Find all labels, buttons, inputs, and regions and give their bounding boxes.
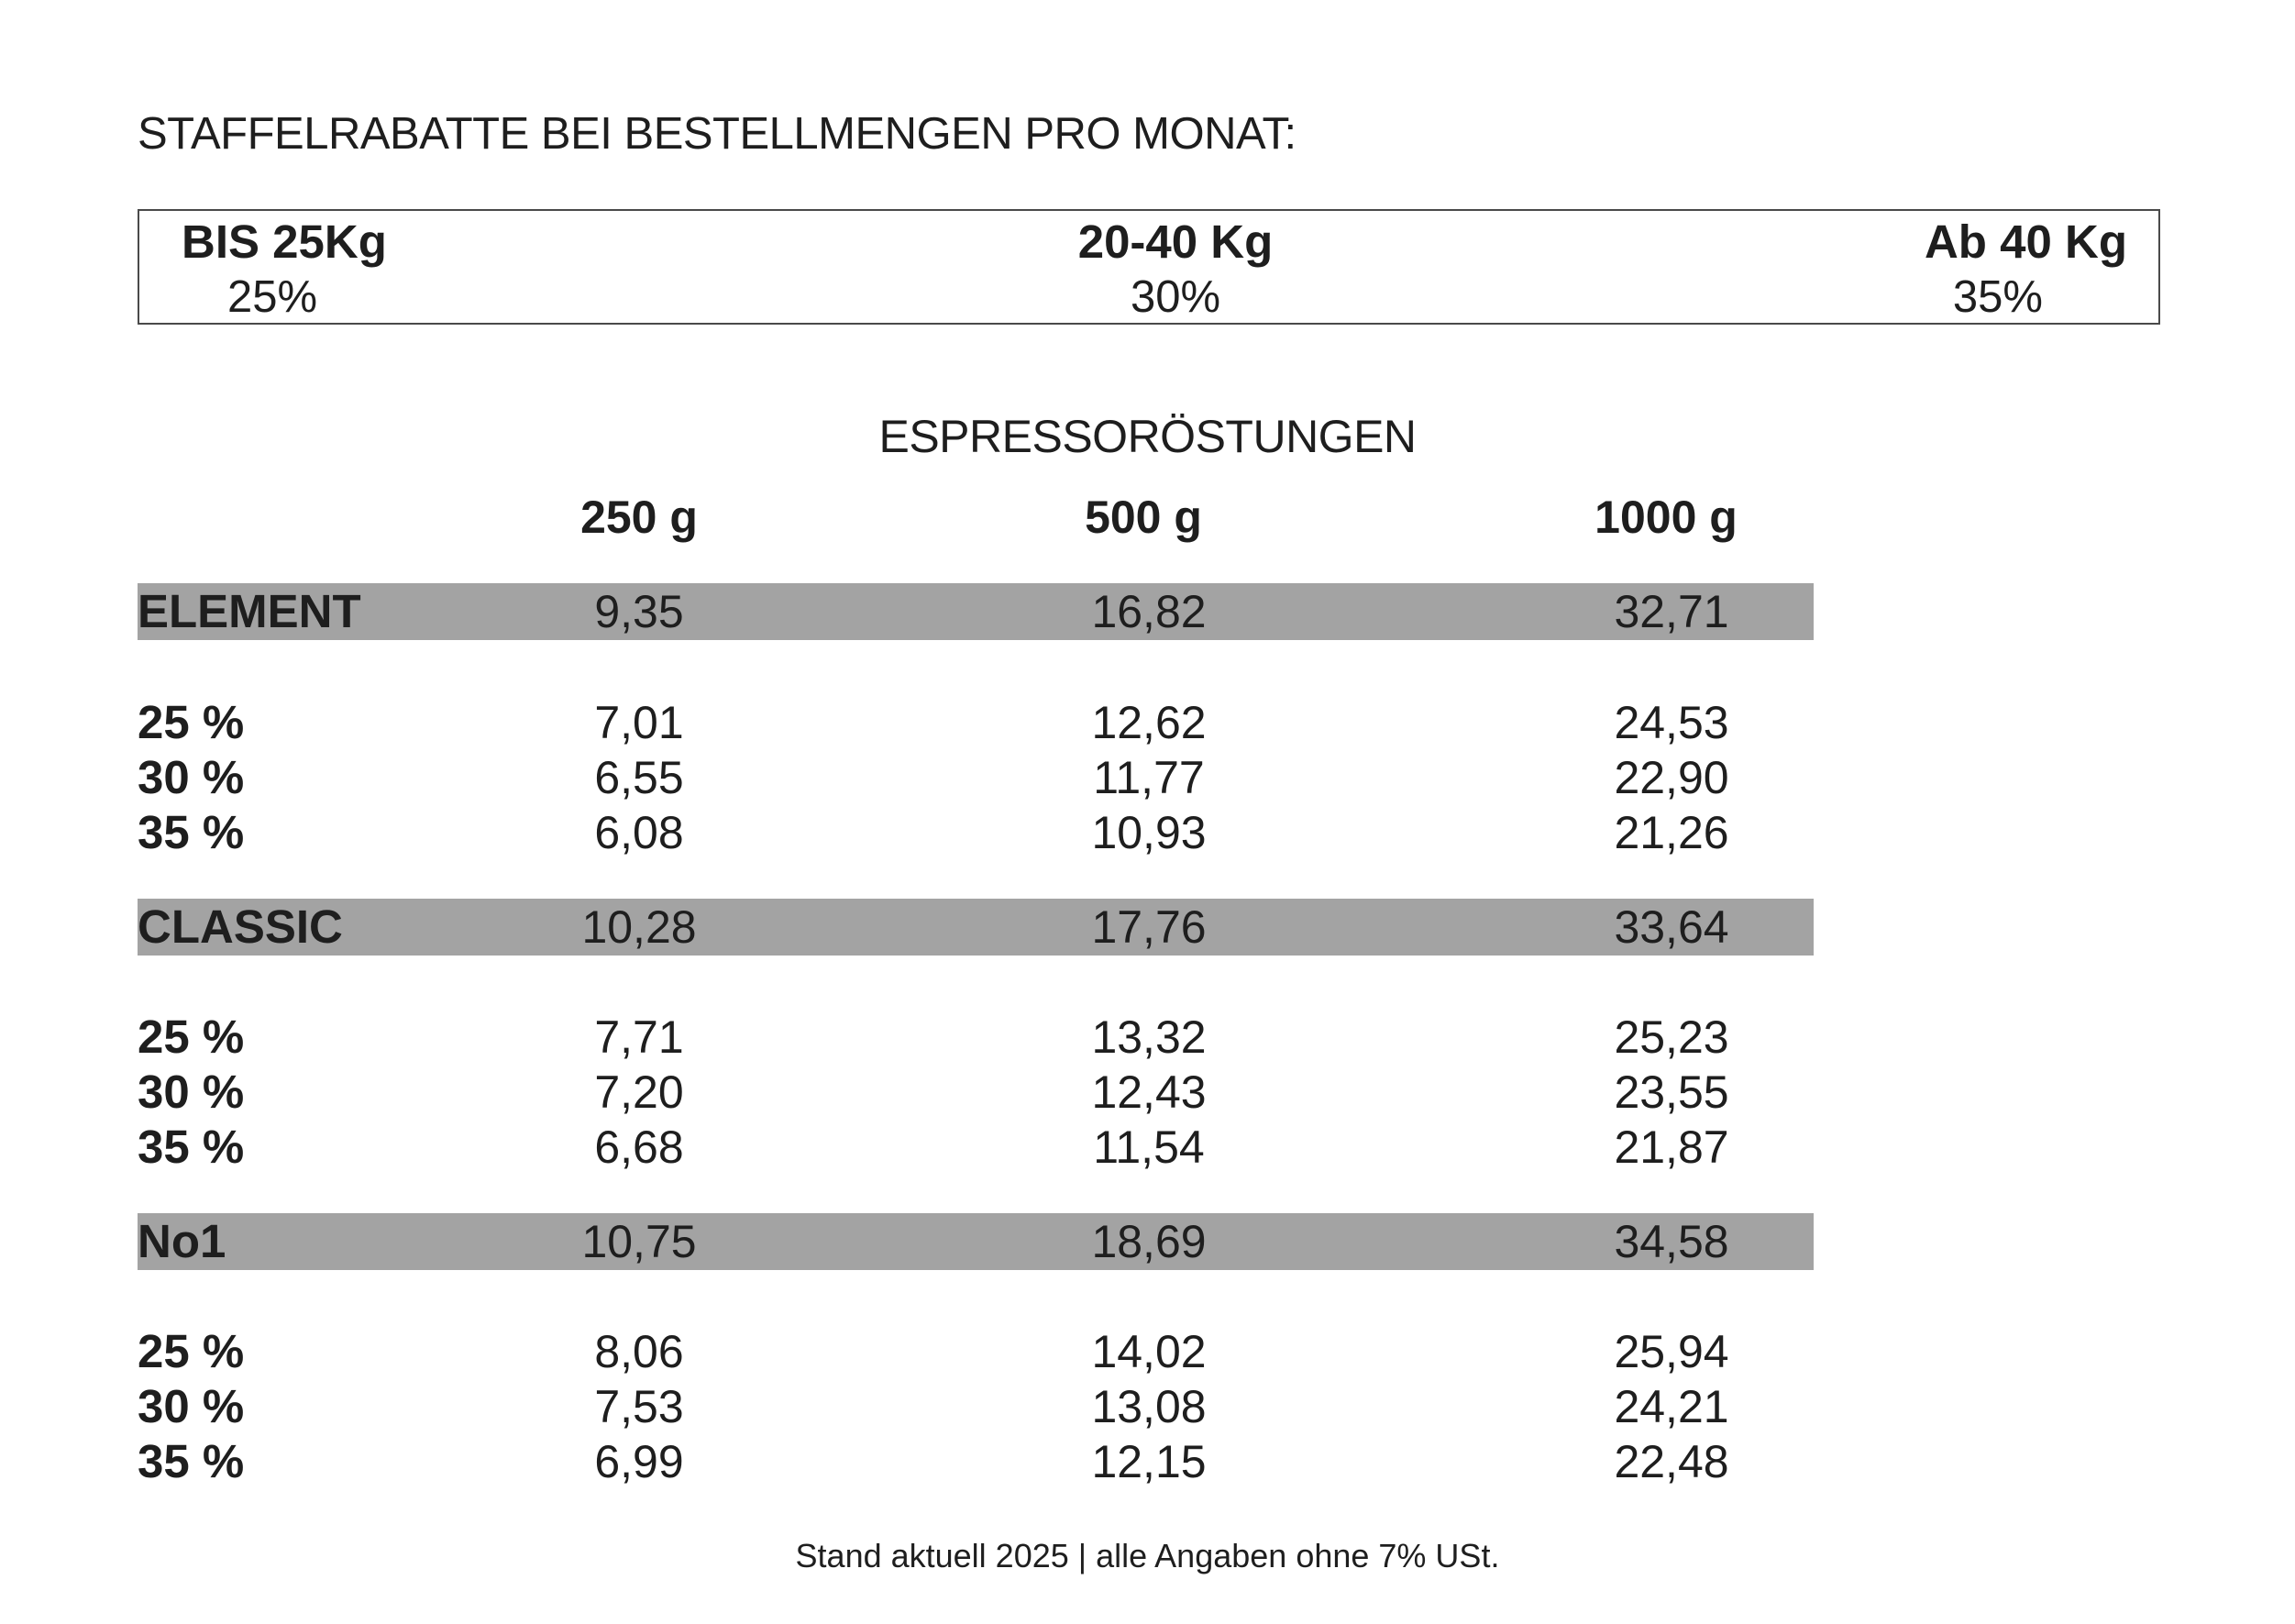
product-row-element: [138, 583, 1814, 640]
column-header-500g: 500 g: [1085, 492, 1202, 543]
section-title: ESPRESSORÖSTUNGEN: [878, 411, 1417, 462]
discount-row: [138, 1009, 1814, 1066]
price-250g: 7,01: [594, 697, 684, 748]
discount-label: 35 %: [138, 1435, 245, 1487]
discount-row: [138, 1064, 1814, 1121]
tier-label: 20-40 Kg: [1077, 215, 1274, 268]
discount-row: [138, 1323, 1814, 1380]
discount-label: 35 %: [138, 1121, 245, 1173]
price-1000g: 25,94: [1614, 1326, 1729, 1377]
tier-from-40kg: [1889, 211, 2127, 325]
tier-discount: 30%: [1130, 272, 1221, 322]
discount-label: 35 %: [138, 806, 245, 858]
page-heading: STAFFELRABATTE BEI BESTELLMENGEN PRO MONAT:: [138, 109, 1296, 159]
price-1000g: 22,90: [1614, 752, 1729, 803]
discount-label: 25 %: [138, 696, 245, 748]
discount-label: 25 %: [138, 1325, 245, 1377]
price-1000g: 22,48: [1614, 1436, 1729, 1487]
price-500g: 12,15: [1091, 1436, 1207, 1487]
price-250g: 7,71: [594, 1011, 684, 1063]
price-250g: 10,75: [581, 1216, 697, 1267]
price-500g: 16,82: [1091, 586, 1207, 637]
price-1000g: 33,64: [1614, 901, 1729, 953]
price-1000g: 25,23: [1614, 1011, 1729, 1063]
discount-label: 30 %: [138, 751, 245, 803]
product-row-classic: [138, 899, 1814, 956]
tier-discount: 25%: [227, 272, 318, 322]
price-250g: 7,53: [594, 1381, 684, 1432]
price-1000g: 24,53: [1614, 697, 1729, 748]
price-1000g: 34,58: [1614, 1216, 1729, 1267]
discount-tiers-box: [138, 209, 2160, 325]
column-header-1000g: 1000 g: [1594, 492, 1738, 543]
price-500g: 11,54: [1093, 1121, 1205, 1173]
price-250g: 6,55: [594, 752, 684, 803]
product-name: ELEMENT: [138, 585, 361, 637]
discount-row: [138, 749, 1814, 806]
price-500g: 18,69: [1091, 1216, 1207, 1267]
price-500g: 10,93: [1091, 807, 1207, 858]
price-500g: 12,62: [1091, 697, 1207, 748]
product-name: No1: [138, 1215, 226, 1267]
discount-row: [138, 1378, 1814, 1435]
price-500g: 14,02: [1091, 1326, 1207, 1377]
price-250g: 10,28: [581, 901, 697, 953]
price-1000g: 21,26: [1614, 807, 1729, 858]
tier-20-40kg: [1056, 211, 1295, 325]
price-500g: 12,43: [1091, 1066, 1207, 1118]
price-250g: 6,08: [594, 807, 684, 858]
column-header-250g: 250 g: [580, 492, 698, 543]
tier-label: BIS 25Kg: [182, 215, 387, 268]
discount-label: 30 %: [138, 1066, 245, 1118]
price-500g: 11,77: [1093, 752, 1205, 803]
price-500g: 13,32: [1091, 1011, 1207, 1063]
discount-row: [138, 804, 1814, 861]
price-250g: 7,20: [594, 1066, 684, 1118]
price-1000g: 32,71: [1614, 586, 1729, 637]
tier-up-to-25kg: [182, 211, 387, 325]
price-1000g: 24,21: [1614, 1381, 1729, 1432]
footer-note: Stand aktuell 2025 | alle Angaben ohne 7% USt.: [795, 1537, 1500, 1574]
discount-label: 30 %: [138, 1380, 245, 1432]
discount-row: [138, 1433, 1814, 1490]
product-name: CLASSIC: [138, 900, 343, 953]
price-250g: 6,99: [594, 1436, 684, 1487]
tier-discount: 35%: [1952, 272, 2043, 322]
discount-label: 25 %: [138, 1011, 245, 1063]
tier-label: Ab 40 Kg: [1924, 215, 2127, 268]
price-250g: 9,35: [594, 586, 684, 637]
price-1000g: 23,55: [1614, 1066, 1729, 1118]
discount-row: [138, 1119, 1814, 1176]
price-250g: 6,68: [594, 1121, 684, 1173]
discount-row: [138, 694, 1814, 751]
price-250g: 8,06: [594, 1326, 684, 1377]
product-row-no1: [138, 1213, 1814, 1270]
price-1000g: 21,87: [1614, 1121, 1729, 1173]
price-500g: 13,08: [1091, 1381, 1207, 1432]
price-500g: 17,76: [1091, 901, 1207, 953]
